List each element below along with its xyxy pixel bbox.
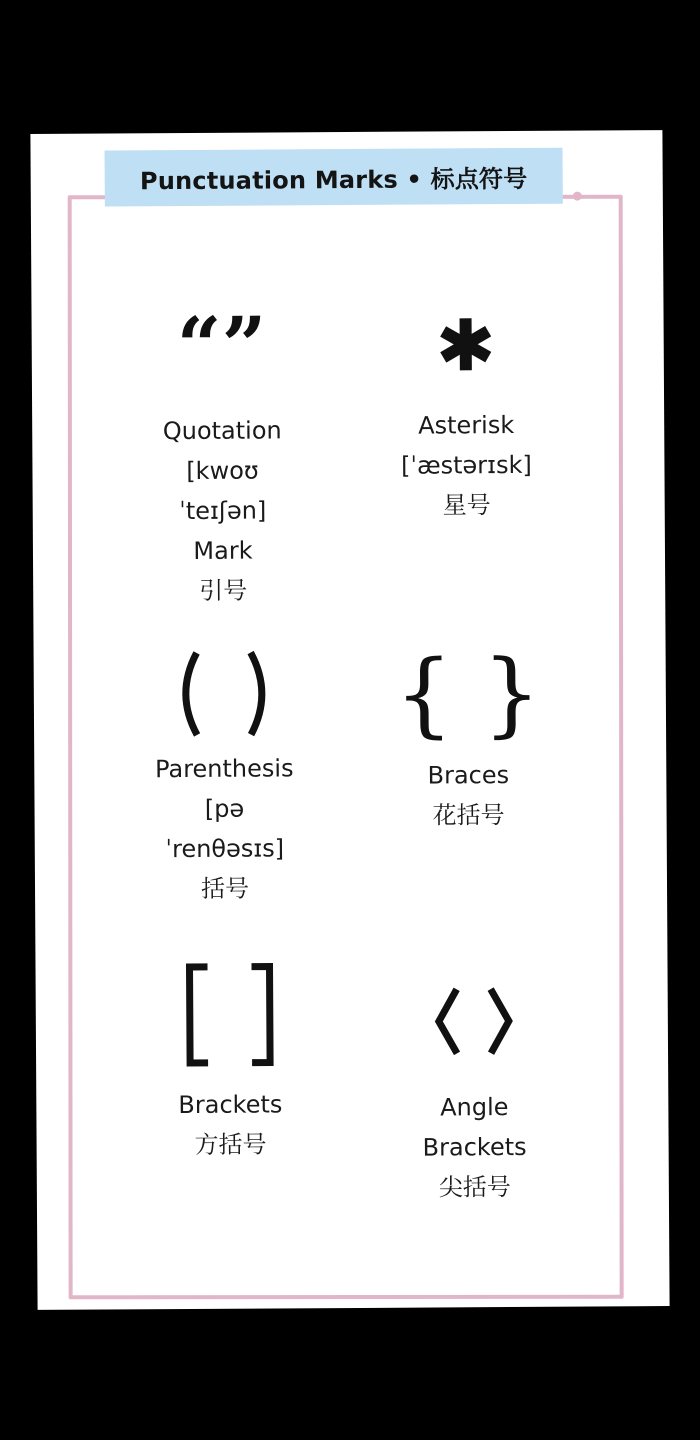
item-label-line: ˈrenθəsɪs] — [165, 834, 285, 864]
angle-brackets-icon — [429, 981, 519, 1062]
braces-icon — [394, 639, 542, 748]
page-title: Punctuation Marks • 标点符号 — [139, 164, 528, 195]
item-label-line: Braces — [427, 761, 510, 790]
svg-text:“”: “” — [176, 300, 267, 393]
item-label-line: [ˈæstərɪsk] — [400, 450, 532, 480]
item-angle-brackets — [343, 952, 605, 1208]
parentheses-icon — [169, 648, 280, 739]
item-label-line: Brackets — [178, 1090, 283, 1120]
item-label-line: [pə — [204, 794, 245, 823]
item-label-line: Angle — [440, 1093, 509, 1122]
asterisk-icon — [430, 309, 500, 379]
item-label-line: 尖括号 — [438, 1173, 511, 1202]
decorative-dot — [573, 192, 582, 201]
item-label-line: 花括号 — [432, 801, 505, 830]
square-brackets-icon — [179, 962, 280, 1067]
item-asterisk — [335, 298, 596, 526]
item-label-line: Parenthesis — [154, 754, 294, 784]
title-banner — [105, 148, 563, 207]
item-label-line: 方括号 — [194, 1130, 267, 1159]
item-label-line: Asterisk — [418, 410, 515, 440]
item-label-line: Mark — [193, 536, 253, 565]
item-brackets — [99, 954, 360, 1166]
item-quotation-mark — [91, 300, 353, 612]
item-label-line: [kwoʊ — [186, 456, 259, 485]
item-label-line: 星号 — [442, 491, 491, 520]
item-label-line: 引号 — [199, 576, 248, 605]
item-label-line: ˈteɪʃən] — [179, 496, 267, 526]
item-parenthesis — [94, 640, 356, 910]
card — [30, 130, 669, 1310]
item-braces — [338, 638, 599, 836]
quotation-marks-icon — [162, 300, 282, 393]
item-label-line: Brackets — [422, 1132, 527, 1162]
item-label-line: 括号 — [200, 874, 250, 903]
item-label-line: Quotation — [162, 416, 282, 446]
svg-text:{ }: { } — [394, 639, 542, 748]
